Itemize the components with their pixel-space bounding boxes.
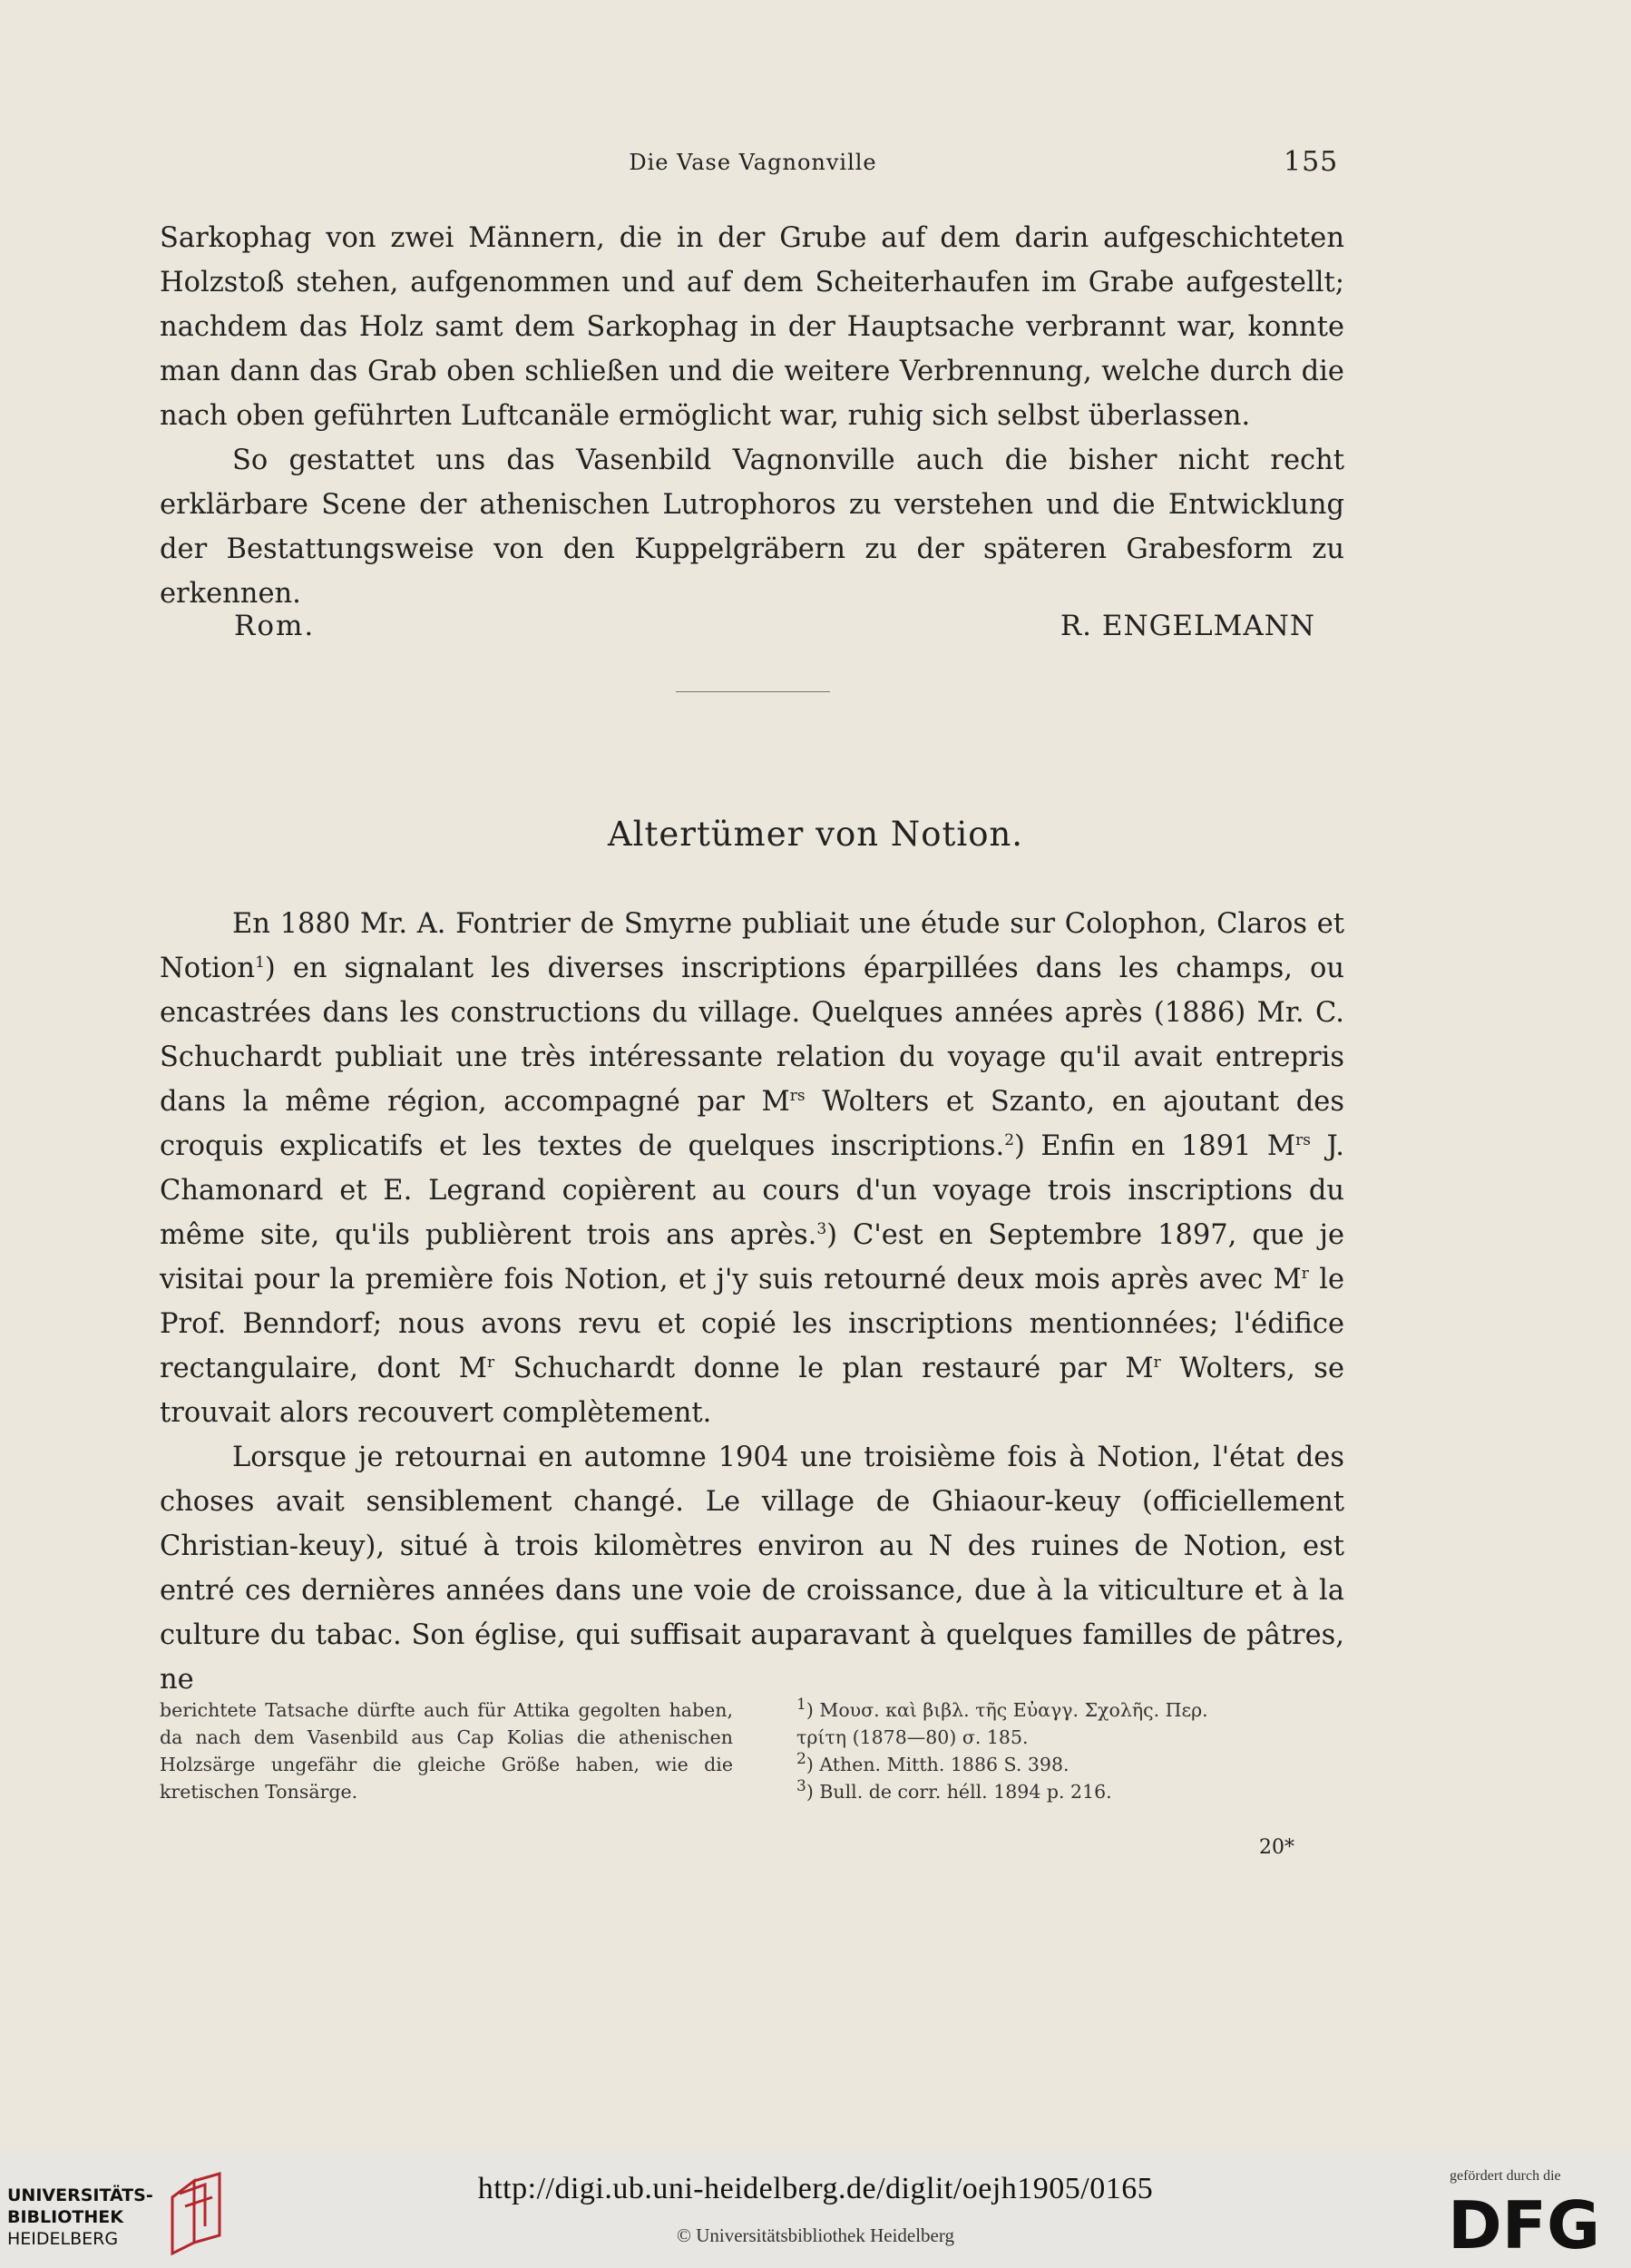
signature-mark: 20*: [1259, 1836, 1294, 1859]
permalink-url[interactable]: http://digi.ub.uni-heidelberg.de/diglit/oejh1905/0165: [477, 2172, 1154, 2205]
paragraph: So gestattet uns das Vasenbild Vagnonville auch die bisher nicht recht erklärbare Scene der athenischen Lutrophoros zu verstehen und die Entwicklung der Bestattungsweise von den Kuppelgräbern zu der späteren Grabesform zu erkennen.: [160, 445, 1344, 610]
footnote-2: $^2$) Athen. Mitth. 1886 S. 398.: [796, 1750, 1069, 1775]
section-title: Altertümer von Notion.: [607, 815, 1024, 854]
footnote-ref[interactable]: 1: [255, 953, 265, 972]
paragraph: Lorsque je retournai en automne 1904 une troisième fois à Notion, l'état des choses avait sensiblement changé. Le village de Ghiaour-keuy (officiellement Christian-keuy), situé à trois kilomètres environ au N des ruines de Notion, est entré ces dernières années dans une voie de croissance, due à la viticulture et à la culture du tabac. Son église, qui suffisait auparavant à quelques familles de pâtres, ne: [160, 1442, 1344, 1696]
dfg-logo-icon: [1448, 2188, 1607, 2262]
footnote-1: $^1$) Μουσ. καὶ βιβλ. τῆς Εὐαγγ. Σχολῆς. Περ.: [796, 1696, 1208, 1721]
footnote-ref[interactable]: 2: [1004, 1130, 1015, 1149]
paragraph: En 1880 Mr. A. Fontrier de Smyrne publiait une étude sur Colophon, Claros et Notion$^1$) en signalant les diverses inscriptions éparpillées dans les champs, ou encastrées dans les constructions du village. Quelques années après (1886) Mr. C. Schuchardt publiait une très intéressante relation du voyage qu'il avait entrepris dans la même région, accompagné par $M^{rs}$ Wolters et Szanto, en ajoutant des croquis explicatifs et les textes de quelques inscriptions.$^2$) Enfin en 1891 $M^{rs}$ J. Chamonard et E. Legrand copièrent au cours d'un voyage trois inscriptions du même site, qu'ils publièrent trois ans après.$^3$) C'est en Septembre 1897, que je visitai pour la première fois Notion, et j'y suis retourné deux mois après avec $M^r$ le Prof. Benndorf; nous avons revu et copié les inscriptions mentionnées; l'édifice rectangulaire, dont $M^r$ Schuchardt donne le plan restauré par $M^r$ Wolters, se trouvait alors recouvert complètement.: [160, 908, 1344, 1429]
article-body: [160, 902, 1344, 1702]
signature-author: R. ENGELMANN: [1060, 610, 1315, 642]
section-divider: [676, 691, 830, 692]
running-head-title: Die Vase Vagnonville: [629, 150, 877, 175]
footnote-1-continued: τρίτη (1878—80) σ. 185.: [796, 1726, 1029, 1748]
top-text-block: [160, 216, 1344, 616]
footnote-continuation: berichtete Tatsache dürfte auch für Attika gegolten haben, da nach dem Vasenbild aus Cap Kolias die athenischen Holzsärge ungefähr die gleiche Größe haben, wie die kretischen Tonsärge.: [160, 1699, 733, 1803]
signature-place: Rom.: [234, 610, 316, 642]
page-number: 155: [1284, 146, 1339, 178]
viewer-footer: [0, 2150, 1631, 2268]
paragraph: Sarkophag von zwei Männern, die in der Grube auf dem darin aufgeschichteten Holzstoß stehen, aufgenommen und auf dem Scheiterhaufen im Grabe aufgestellt; nachdem das Holz samt dem Sarkophag in der Hauptsache verbrannt war, konnte man dann das Grab oben schließen und die weitere Verbrennung, welche durch die nach oben geführten Luftcanäle ermöglicht war, ruhig sich selbst überlassen.: [160, 222, 1344, 432]
library-name[interactable]: UNIVERSITÄTS- BIBLIOTHEK HEIDELBERG: [7, 2185, 153, 2249]
copyright-notice: © Universitätsbibliothek Heidelberg: [676, 2224, 954, 2246]
footnote-3: $^3$) Bull. de corr. héll. 1894 p. 216.: [796, 1777, 1112, 1803]
footnote-ref[interactable]: 3: [816, 1219, 827, 1238]
svg-text:DFG: DFG: [1448, 2188, 1601, 2257]
footnotes: [796, 1696, 1352, 1805]
funding-caption: gefördert durch die: [1450, 2168, 1561, 2184]
